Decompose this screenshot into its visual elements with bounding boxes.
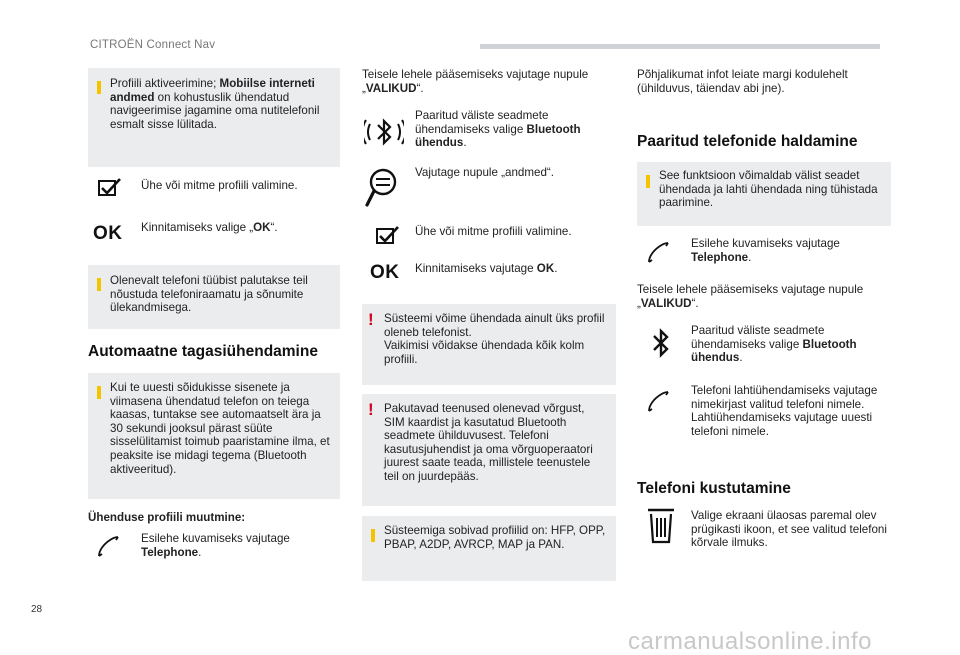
watermark: carmanualsonline.info	[628, 628, 872, 655]
step-select-profile: Ühe või mitme profiili valimine.	[415, 225, 572, 238]
page-header-title: CITROËN Connect Nav	[90, 39, 216, 51]
step-bluetooth-connection: Paaritud väliste seadmete ühendamiseks valige Bluetooth ühendus.	[691, 324, 857, 365]
info-box-phonebook-transfer	[88, 265, 340, 329]
info-box-profile-activation	[88, 68, 340, 167]
warning-box-profile-limit	[362, 304, 616, 385]
heading-manage-paired-phones: Paaritud telefonide haldamine	[637, 133, 858, 150]
step-press-ok: Kinnitamiseks vajutage OK.	[415, 262, 558, 275]
info-marker	[371, 529, 375, 542]
check-list-icon	[372, 226, 402, 250]
warning-text: Süsteemi võime ühendada ainult üks profiil oleneb telefonist. Vaikimisi võidakse ühendada kõik kolm profiili.	[384, 312, 605, 366]
bluetooth-icon	[648, 326, 674, 362]
info-marker	[97, 81, 101, 94]
data-search-icon	[364, 167, 400, 209]
telephone-icon	[646, 389, 672, 415]
step-select-profile: Ühe või mitme profiili valimine.	[141, 179, 298, 192]
info-marker	[97, 278, 101, 291]
step-trash-icon: Valige ekraani ülaosas paremal olev prügikasti ikoon, et see valitud telefoni kõrvale ilmuks.	[691, 509, 887, 550]
ok-icon: OK	[370, 262, 400, 283]
check-list-icon	[94, 178, 124, 202]
intro-website: Põhjalikumat infot leiate margi kodulehelt (ühilduvus, täiendav abi jne).	[637, 68, 848, 95]
info-box-auto-reconnect	[88, 373, 340, 499]
step-open-telephone: Esilehe kuvamiseks vajutage Telephone.	[691, 237, 840, 264]
info-marker	[97, 386, 101, 399]
warning-text: Pakutavad teenused olenevad võrgust, SIM kaardist ja kasutatud Bluetooth seadmete ühilduvusest. Telefoni kasutusjuhendist ja oma võrguoperaatori juurest saate teada, millistele teenustele teil on juurdepääs.	[384, 402, 593, 483]
page-header-bar	[480, 44, 880, 49]
info-text: Kui te uuesti sõidukisse sisenete ja viimasena ühendatud telefon on teiega kaasas, tuntakse see automaatselt ära ja 30 sekundi jooksul pärast süüte sisselülitamist toimub paaristamine ilma, et peaksite ise midagi tegema (Bluetooth aktiveeritud).	[110, 381, 330, 476]
info-box-connect-disconnect	[637, 162, 891, 226]
step-open-telephone: Esilehe kuvamiseks vajutage Telephone.	[141, 532, 290, 559]
warning-box-services	[362, 394, 616, 506]
heading-auto-reconnect: Automaatne tagasiühendamine	[88, 343, 318, 360]
intro-options: Teisele lehele pääsemiseks vajutage nupule „VALIKUD“.	[637, 283, 864, 310]
step-disconnect-phone: Telefoni lahtiühendamiseks vajutage nimekirjast valitud telefoni nimele. Lahtiühendamiseks vajutage uuesti telefoni nimele.	[691, 384, 878, 438]
info-marker	[646, 175, 650, 188]
info-text: Profiili aktiveerimine; Mobiilse interneti andmed on kohustuslik ühendatud navigeerimise jagamine oma nutitelefonil esmalt sisse lülitada.	[110, 77, 320, 131]
telephone-icon	[96, 534, 122, 560]
telephone-icon	[646, 240, 672, 266]
info-text: Süsteemiga sobivad profiilid on: HFP, OPP, PBAP, A2DP, AVRCP, MAP ja PAN.	[384, 524, 606, 551]
trash-icon	[645, 507, 677, 545]
step-confirm-ok: Kinnitamiseks valige „OK“.	[141, 221, 278, 234]
step-press-data: Vajutage nupule „andmed“.	[415, 166, 555, 179]
warning-icon: !	[368, 310, 374, 329]
heading-delete-phone: Telefoni kustutamine	[637, 480, 791, 497]
info-text: Olenevalt telefoni tüübist palutakse teil nõustuda telefoniraamatu ja sõnumite ülekandmisega.	[110, 274, 308, 315]
bluetooth-connection-icon	[364, 112, 404, 152]
subheading-change-profile: Ühenduse profiili muutmine:	[88, 511, 246, 524]
step-bluetooth-connection: Paaritud väliste seadmete ühendamiseks valige Bluetooth ühendus.	[415, 109, 581, 150]
info-box-compatible-profiles	[362, 516, 616, 581]
warning-icon: !	[368, 400, 374, 419]
info-text: See funktsioon võimaldab välist seadet ühendada ja lahti ühendada ning tühistada paarimine.	[659, 169, 878, 210]
page-number: 28	[31, 604, 43, 615]
ok-icon: OK	[93, 223, 123, 244]
intro-options: Teisele lehele pääsemiseks vajutage nupule „VALIKUD“.	[362, 68, 589, 95]
